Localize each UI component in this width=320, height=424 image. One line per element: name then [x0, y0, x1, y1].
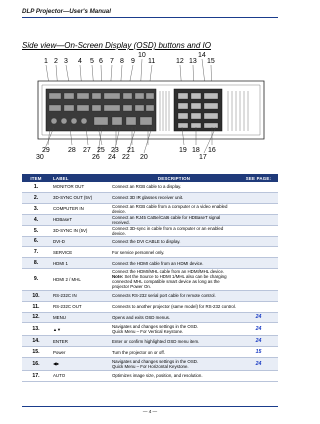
item-page: 24 — [239, 357, 278, 370]
item-number: 14. — [22, 336, 50, 347]
item-label: 3D-SYNC OUT (5V) — [50, 192, 109, 203]
callout-27: 27 — [83, 147, 91, 154]
item-description-main: Connect the HDMI/MHL cable from an HDMI/MHL device. — [112, 269, 225, 275]
callout-12: 12 — [176, 58, 184, 65]
item-page: 24 — [239, 323, 278, 336]
item-description: Connect 3D IR glasses receiver unit. — [109, 192, 239, 203]
item-page — [239, 290, 278, 301]
up-down-arrow-icon: ▲▼ — [50, 323, 109, 336]
item-number: 2. — [22, 192, 50, 203]
item-description: Optimizes image size, position, and resolution. — [109, 370, 239, 381]
col-label: LABEL — [50, 174, 109, 182]
table-row — [22, 203, 278, 214]
item-description: Connect an RGB cable from a computer or a video enabled device. — [109, 203, 239, 214]
item-number: 4. — [22, 214, 50, 225]
item-label: Power — [50, 347, 109, 358]
item-number: 13. — [22, 323, 50, 336]
item-number: 6. — [22, 236, 50, 247]
item-page — [239, 268, 278, 290]
item-description: Turn the projector on or off. — [109, 347, 239, 358]
item-number: 3. — [22, 203, 50, 214]
item-description: Connect 3D-sync in cable from a computer or an enabled device. — [109, 225, 239, 236]
item-page — [239, 214, 278, 225]
item-description-sub: Quick Menu – For Vertical Keystone. — [112, 329, 184, 335]
item-number: 1. — [22, 182, 50, 192]
page-number: — 4 — — [142, 409, 158, 414]
table-row — [22, 214, 278, 225]
callout-8: 8 — [120, 58, 124, 65]
item-note — [112, 274, 236, 289]
item-label: COMPUTER IN — [50, 203, 109, 214]
col-description: DESCRIPTION — [109, 174, 239, 182]
item-label: MENU — [50, 312, 109, 323]
item-page: 24 — [239, 336, 278, 347]
table-row — [22, 347, 278, 358]
item-number: 12. — [22, 312, 50, 323]
table-row — [22, 236, 278, 247]
item-page — [239, 301, 278, 312]
item-description: Connect the DVI CABLE to display. — [109, 236, 239, 247]
table-row — [22, 192, 278, 203]
callout-22: 22 — [122, 154, 130, 161]
item-label: DVI-D — [50, 236, 109, 247]
item-label: RS-232C OUT — [50, 301, 109, 312]
item-number: 10. — [22, 290, 50, 301]
table-row — [22, 370, 278, 381]
table-row — [22, 225, 278, 236]
callout-14: 14 — [198, 52, 206, 59]
item-label: AUTO — [50, 370, 109, 381]
item-page — [239, 192, 278, 203]
item-page: 24 — [239, 312, 278, 323]
col-see-page: SEE PAGE: — [239, 174, 278, 182]
callout-4: 4 — [78, 58, 82, 65]
item-description — [109, 357, 239, 370]
callout-30: 30 — [36, 154, 44, 161]
projector-io-diagram — [36, 51, 268, 161]
footer-divider — [22, 406, 278, 407]
item-page — [239, 370, 278, 381]
col-item: ITEM — [22, 174, 50, 182]
section-title: Side view—On-Screen Display (OSD) buttons and IO — [22, 41, 211, 50]
table-row — [22, 336, 278, 347]
callout-26: 26 — [92, 154, 100, 161]
table-row — [22, 312, 278, 323]
item-label: MONITOR OUT — [50, 182, 109, 192]
item-description: Connect an RGB cable to a display. — [109, 182, 239, 192]
item-number: 15. — [22, 347, 50, 358]
item-number: 9. — [22, 268, 50, 290]
item-number: 5. — [22, 225, 50, 236]
table-row — [22, 182, 278, 192]
item-description: Enter or confirm highlighted OSD menu item. — [109, 336, 239, 347]
item-page — [239, 247, 278, 258]
note-text: Set the Source to HDMI 1/MHL also can be charging connected MHL compatible smart device as long as the projector Power On. — [112, 274, 227, 290]
item-label: RS-232C IN — [50, 290, 109, 301]
note-label: Note: — [112, 274, 124, 280]
table-row — [22, 357, 278, 370]
callout-16: 16 — [208, 147, 216, 154]
item-description — [109, 323, 239, 336]
item-description: Connect an RJ45 Cat5e/Cat6 cable for HDBaseT signal received. — [109, 214, 239, 225]
item-description: Connects RS-232 serial port cable for remote control. — [109, 290, 239, 301]
callout-15: 15 — [207, 58, 215, 65]
item-number: 7. — [22, 247, 50, 258]
item-description: Connects to another projector (same model) for RS-232 control. — [109, 301, 239, 312]
callout-17: 17 — [199, 154, 207, 161]
item-description-main: Navigates and changes settings in the OSD. — [112, 324, 199, 330]
callout-23: 23 — [111, 147, 119, 154]
table-row — [22, 290, 278, 301]
item-description-sub: Quick Menu – For Horizontal Keystone. — [112, 363, 189, 369]
item-description-main: Navigates and changes settings in the OSD. — [112, 358, 199, 364]
callout-11: 11 — [148, 58, 156, 65]
item-number: 16. — [22, 357, 50, 370]
table-row — [22, 323, 278, 336]
callout-5: 5 — [90, 58, 94, 65]
callout-28: 28 — [68, 147, 76, 154]
callout-9: 9 — [131, 58, 135, 65]
callout-25: 25 — [97, 147, 105, 154]
left-right-arrow-icon: ◀▶ — [50, 357, 109, 370]
table-row — [22, 258, 278, 269]
callout-1: 1 — [44, 58, 48, 65]
item-page — [239, 236, 278, 247]
item-label: HDMI 1 — [50, 258, 109, 269]
item-number: 11. — [22, 301, 50, 312]
callout-6: 6 — [99, 58, 103, 65]
item-label: ENTER — [50, 336, 109, 347]
item-label: HDMI 2 / MHL — [50, 268, 109, 290]
callout-19: 19 — [179, 147, 187, 154]
item-number: 17. — [22, 370, 50, 381]
item-description: For service personnel only. — [109, 247, 239, 258]
callout-21: 21 — [127, 147, 135, 154]
item-label: 3D-SYNC IN (5V) — [50, 225, 109, 236]
io-port-table — [22, 174, 278, 382]
callout-2: 2 — [54, 58, 58, 65]
table-row — [22, 268, 278, 290]
item-page: 15 — [239, 347, 278, 358]
item-page — [239, 225, 278, 236]
callout-20: 20 — [140, 154, 148, 161]
manual-header-title: DLP Projector—User's Manual — [22, 8, 111, 15]
item-page — [239, 258, 278, 269]
table-row — [22, 301, 278, 312]
item-page — [239, 203, 278, 214]
item-description: Opens and exits OSD menus. — [109, 312, 239, 323]
callout-13: 13 — [189, 58, 197, 65]
callout-24: 24 — [108, 154, 116, 161]
callout-10: 10 — [138, 52, 146, 59]
item-description — [109, 268, 239, 290]
item-page — [239, 182, 278, 192]
header-divider — [22, 17, 278, 18]
table-header-row — [22, 174, 278, 182]
table-row — [22, 247, 278, 258]
item-label: SERVICE — [50, 247, 109, 258]
item-number: 8. — [22, 258, 50, 269]
callout-7: 7 — [110, 58, 114, 65]
callout-29: 29 — [42, 147, 50, 154]
callout-18: 18 — [192, 147, 200, 154]
item-description: Connect the HDMI cable from an HDMI device. — [109, 258, 239, 269]
item-label: HDBaseT — [50, 214, 109, 225]
callout-3: 3 — [64, 58, 68, 65]
